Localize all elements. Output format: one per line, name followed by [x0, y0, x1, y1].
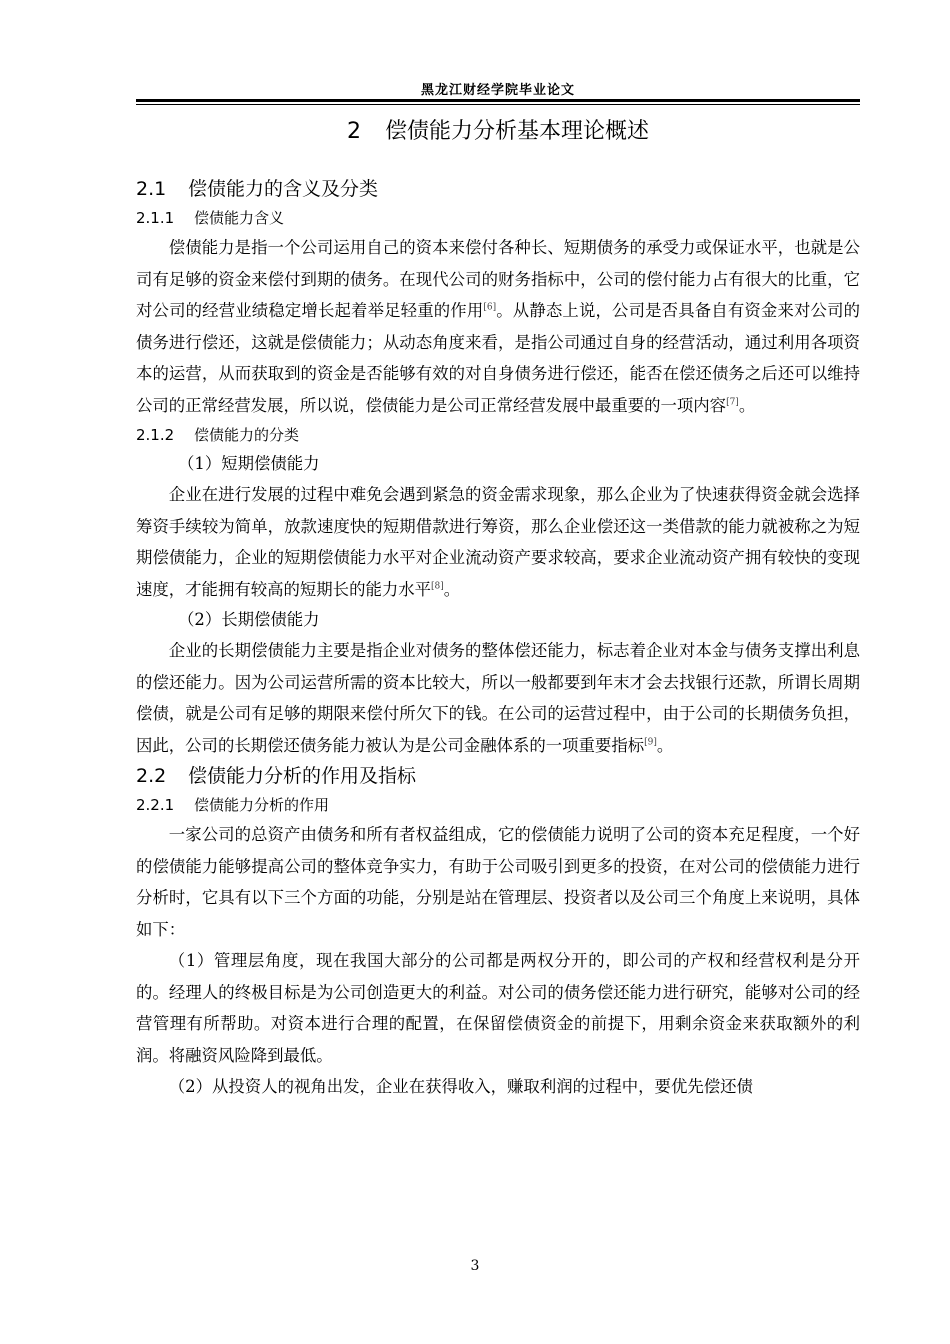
chapter-title: 偿债能力分析基本理论概述 — [384, 119, 649, 144]
citation-ref: [9] — [644, 737, 657, 748]
subsection-title: 偿债能力分析的作用 — [194, 796, 330, 814]
paragraph-long-term — [136, 635, 860, 761]
running-header: 黑龙江财经学院毕业论文 — [420, 83, 575, 98]
paragraph-text: 。 — [443, 579, 461, 599]
header-rule-thin — [136, 104, 860, 105]
section-number: 2.2 — [136, 765, 167, 787]
section-number: 2.1 — [136, 178, 167, 200]
subsection-number: 2.1.2 — [136, 426, 175, 444]
subsection-number: 2.1.1 — [136, 209, 175, 227]
paragraph-text: 。 — [738, 395, 756, 415]
chapter-heading — [136, 112, 860, 152]
paragraph-text: 。从静态上说，公司是否具备自有资金来对公司的债务进行偿还，这就是偿债能力；从动态角度来看，是指公司通过自身的经营活动，通过利用各项资本的运营，从而获取到的资金是否能够有效的对自身债务进行偿还，能否在偿还债务之后还可以维持公司的正常经营发展，所以说，偿债能力是公司正常经营发展中最重要的一项内容 — [136, 301, 861, 415]
page-content — [136, 112, 860, 1103]
subsection-heading-2-1-2 — [136, 421, 860, 449]
subsection-title: 偿债能力的分类 — [194, 426, 300, 444]
subsection-heading-2-2-1 — [136, 791, 860, 819]
section-title: 偿债能力分析的作用及指标 — [188, 765, 417, 787]
section-heading-2-1 — [136, 174, 860, 204]
paragraph-text: 企业在进行发展的过程中难免会遇到紧急的资金需求现象，那么企业为了快速获得资金就会选择筹资手续较为简单，放款速度快的短期借款进行筹资，那么企业偿还这一类借款的能力就被称之为短期偿债能力，企业的短期偿债能力水平对企业流动资产要求较高，要求企业流动资产拥有较快的变现速度，才能拥有较高的短期长的能力水平 — [136, 485, 860, 599]
list-item-long-term: （2）长期偿债能力 — [178, 610, 320, 629]
citation-ref: [8] — [431, 581, 444, 592]
page-number: 3 — [470, 1258, 480, 1274]
paragraph-short-term — [136, 479, 860, 605]
section-title: 偿债能力的含义及分类 — [188, 178, 379, 200]
chapter-number: 2 — [346, 119, 361, 144]
list-item-short-term: （1）短期偿债能力 — [178, 454, 320, 473]
paragraph-management-view: （1）管理层角度，现在我国大部分的公司都是两权分开的，即公司的产权和经营权利是分开的。经理人的终极目标是为公司创造更大的利益。对公司的债务偿还能力进行研究，能够对公司的经营管理有所帮助。对资本进行合理的配置，在保留偿债资金的前提下，用剩余资金来获取额外的利润。将融资风险降到最低。 — [136, 951, 860, 1065]
paragraph-investor-view: （2）从投资人的视角出发，企业在获得收入，赚取利润的过程中，要优先偿还债 — [168, 1077, 753, 1096]
citation-ref: [6] — [483, 302, 497, 313]
paragraph-role-intro: 一家公司的总资产由债务和所有者权益组成，它的偿债能力说明了公司的资本充足程度，一个好的偿债能力能够提高公司的整体竞争实力，有助于公司吸引到更多的投资，在对公司的偿债能力进行分析时，它具有以下三个方面的功能，分别是站在管理层、投资者以及公司三个角度上来说明，具体如下： — [136, 825, 860, 939]
paragraph-text: 企业的长期偿债能力主要是指企业对债务的整体偿还能力，标志着企业对本金与债务支撑出利息的偿还能力。因为公司运营所需的资本比较大，所以一般都要到年末才会去找银行还款，所谓长周期偿债，就是公司有足够的期限来偿付所欠下的钱。在公司的运营过程中，由于公司的长期债务负担，因此，公司的长期偿还债务能力被认为是公司金融体系的一项重要指标 — [136, 641, 860, 755]
subsection-heading-2-1-1 — [136, 204, 860, 232]
header-rule-thick — [136, 99, 860, 102]
paragraph-definition — [136, 232, 860, 421]
subsection-title: 偿债能力含义 — [194, 209, 285, 227]
section-heading-2-2 — [136, 761, 860, 791]
citation-ref: [7] — [726, 397, 739, 408]
paragraph-text: 。 — [656, 735, 674, 755]
subsection-number: 2.2.1 — [136, 796, 175, 814]
paragraph-text: 偿债能力是指一个公司运用自己的资本来偿付各种长、短期债务的承受力或保证水平，也就是公司有足够的资金来偿付到期的债务。在现代公司的财务指标中，公司的偿付能力占有很大的比重，它对公司的经营业绩稳定增长起着举足轻重的作用 — [136, 238, 860, 320]
